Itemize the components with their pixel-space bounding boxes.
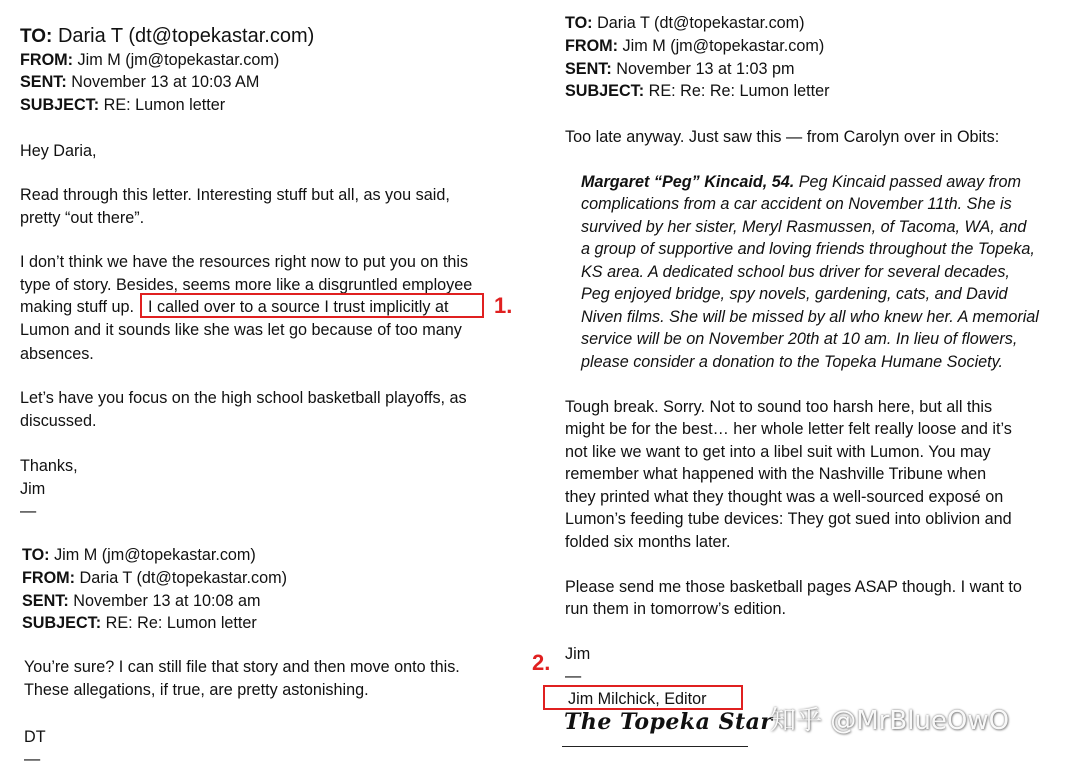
email1-to-value: Daria T (dt@topekastar.com) [57,25,315,47]
obituary-name: Margaret “Peg” Kincaid, 54. [581,173,795,191]
email2-subject-label: SUBJECT: [22,614,102,632]
email1-from-value: Jim M (jm@topekastar.com) [77,51,280,69]
email1-body-line: type of story. Besides, seems more like a disgruntled employee [20,276,473,294]
obituary-text: Peg Kincaid passed away from [798,173,1021,191]
email3-body-line: might be for the best… her whole letter felt really loose and it’s [565,420,1012,438]
annotation-marker-2: 2. [532,650,551,675]
email1-to-label: TO: [20,26,53,47]
email1-subject-label: SUBJECT: [20,96,100,114]
editor-signature: Jim Milchick, Editor [568,690,707,708]
email3-body-line: remember what happened with the Nashville Tribune when [565,465,987,483]
email3-subject-line [565,81,830,101]
email1-body-line: Lumon and it sounds like she was let go because of too many [20,321,462,339]
obituary-line: Niven films. She will be missed by all who knew her. A memorial [581,308,1039,326]
email3-from-label: FROM: [565,37,619,55]
watermark-text: 知乎 @MrBlueOwO [770,706,1010,736]
email3-name: Jim [565,645,591,663]
email1-sent-value: November 13 at 10:03 AM [71,73,260,91]
email1-body-line [20,297,134,317]
email1-body-line: Let’s have you focus on the high school basketball playoffs, as [20,389,467,407]
email1-greeting: Hey Daria, [20,142,97,160]
obituary-line: KS area. A dedicated school bus driver for several decades, [581,263,1010,281]
email3-body-line: not like we want to get into a libel suit with Lumon. You may [565,443,991,461]
email2-to-value: Jim M (jm@topekastar.com) [54,546,256,564]
email2-to-label: TO: [22,546,50,564]
email1-body-segment: making stuff up. [20,298,134,316]
email1-from-line [20,50,279,70]
email3-body-line: Please send me those basketball pages ASAP though. I want to [565,578,1022,596]
highlight-box-2 [543,685,743,710]
email1-dash: — [20,502,37,520]
email2-from-label: FROM: [22,569,76,587]
email3-body-line: run them in tomorrow’s edition. [565,600,787,618]
highlighted-source-text: I called over to a source I trust implicitly at [148,298,449,316]
email1-sent-line [20,72,259,92]
email3-to-label: TO: [565,14,593,32]
obituary-line: service will be on November 20th at 10 am. In lieu of flowers, [581,330,1018,348]
email3-intro: Too late anyway. Just saw this — from Carolyn over in Obits: [565,128,1000,146]
obituary-line: Peg enjoyed bridge, spy novels, gardening, cats, and David [581,285,1008,303]
email3-sent-line [565,59,794,79]
email1-body-line: pretty “out there”. [20,209,145,227]
email1-name: Jim [20,480,46,498]
email1-from-label: FROM: [20,51,74,69]
annotation-marker-1: 1. [494,293,513,318]
obituary-line: complications from a car accident on November 11th. She is [581,195,1012,213]
email3-from-line [565,36,824,56]
email2-to-line [22,545,256,565]
email3-sent-value: November 13 at 1:03 pm [616,60,795,78]
email2-from-value: Daria T (dt@topekastar.com) [79,569,288,587]
newspaper-masthead: The Topeka Star [564,709,773,735]
email1-signoff: Thanks, [20,457,78,475]
email2-body-line: You’re sure? I can still file that story and then move onto this. [24,658,460,676]
email3-body-line: they printed what they thought was a well-sourced exposé on [565,488,1004,506]
email2-from-line [22,568,287,588]
email2-subject-value: RE: Re: Lumon letter [105,614,257,632]
obituary-line: please consider a donation to the Topeka Humane Society. [581,353,1004,371]
email3-body-line: folded six months later. [565,533,731,551]
email1-to-line [20,24,314,49]
email2-dash: — [24,750,41,768]
email3-body-line: Tough break. Sorry. Not to sound too harsh here, but all this [565,398,993,416]
email2-sent-line [22,591,260,611]
email3-subject-label: SUBJECT: [565,82,645,100]
email1-body-line: Read through this letter. Interesting stuff but all, as you said, [20,186,450,204]
obituary-line [581,172,1021,192]
highlight-box-1 [140,293,484,318]
email1-sent-label: SENT: [20,73,67,91]
email3-subject-value: RE: Re: Re: Lumon letter [648,82,830,100]
email3-from-value: Jim M (jm@topekastar.com) [622,37,825,55]
email1-subject-value: RE: Lumon letter [103,96,226,114]
email1-body-line: discussed. [20,412,97,430]
email3-to-value: Daria T (dt@topekastar.com) [597,14,805,32]
obituary-line: a group of supportive and loving friends throughout the Topeka, [581,240,1035,258]
obituary-line: survived by her sister, Meryl Rasmussen, of Tacoma, WA, and [581,218,1027,236]
email1-body-line: absences. [20,345,94,363]
email2-sent-value: November 13 at 10:08 am [73,592,261,610]
email3-body-line: Lumon’s feeding tube devices: They got sued into oblivion and [565,510,1012,528]
masthead-rule [562,746,748,747]
email1-subject-line [20,95,225,115]
email1-body-line: I don’t think we have the resources right now to put you on this [20,253,469,271]
email3-dash: — [565,667,582,685]
email2-name: DT [24,728,46,746]
email3-sent-label: SENT: [565,60,612,78]
email2-body-line: These allegations, if true, are pretty astonishing. [24,681,369,699]
email2-sent-label: SENT: [22,592,69,610]
email2-subject-line [22,613,257,633]
email3-to-line [565,13,805,33]
